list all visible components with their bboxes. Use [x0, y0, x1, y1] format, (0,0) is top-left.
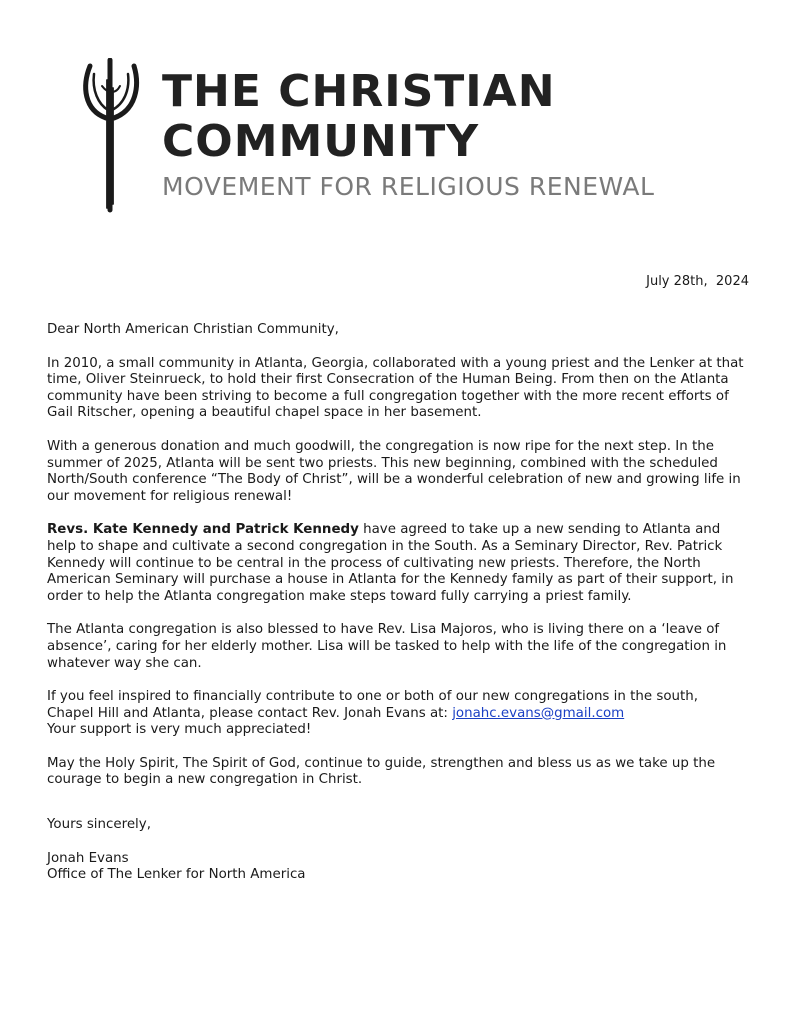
contribute-text: If you feel inspired to financially contribute to one or both of our new congregations in the south, Chapel Hill and Atlanta, please contact Rev. Jonah Evans at:: [47, 689, 699, 721]
logo-title-line1: THE CHRISTIAN: [162, 66, 556, 117]
paragraph-next-step: With a generous donation and much goodwill, the congregation is now ripe for the next step. In the summer of 2025, Atlanta will be sent two priests. This new beginning, combined with the scheduled North/South conference “The Body of Christ”, will be a wonderful celebration of new and growing life in our movement for religious renewal!: [47, 438, 741, 504]
contact-email-link[interactable]: jonahc.evans@gmail.com: [452, 705, 625, 721]
letter-date: July 28th, 2024: [646, 274, 749, 289]
paragraph-blessing: May the Holy Spirit, The Spirit of God, continue to guide, strengthen and bless us as we take up the courage to begin a new congregation in Christ.: [47, 755, 716, 788]
letter-body: [47, 322, 747, 901]
paragraph-contribute: [47, 689, 747, 739]
paragraph-kennedy-text: have agreed to take up a new sending to Atlanta and help to shape and cultivate a second congregation in the South. As a Seminary Director, Rev. Patrick Kennedy will continue to be central in the process of cultivating new priests. Therefore, the North American Seminary will purchase a house in Atlanta for the Kennedy family as part of their support, in order to help the Atlanta congregation make steps toward fully carrying a priest family.: [47, 522, 734, 604]
signer: [47, 851, 747, 884]
priests-names: Revs. Kate Kennedy and Patrick Kennedy: [47, 522, 359, 538]
paragraph-history: In 2010, a small community in Atlanta, Georgia, collaborated with a young priest and the Lenker at that time, Oliver Steinrueck, to hold their first Consecration of the Human Being. From then on the Atlanta community have been striving to become a full congregation together with the more recent efforts of Gail Ritscher, opening a beautiful chapel space in her basement.: [47, 355, 744, 421]
signer-office: Office of The Lenker for North America: [47, 867, 306, 883]
paragraph-majoros: The Atlanta congregation is also blessed to have Rev. Lisa Majoros, who is living there on a ‘leave of absence’, caring for her elderly mother. Lisa will be tasked to help with the life of the congregation in whatever way she can.: [47, 622, 727, 671]
closing: Yours sincerely,: [47, 817, 151, 833]
chalice-cross-logo-icon: [80, 58, 140, 214]
signature-block: [47, 817, 747, 884]
logo-tagline: MOVEMENT FOR RELIGIOUS RENEWAL: [162, 172, 655, 201]
signer-name: Jonah Evans: [47, 850, 129, 866]
salutation: Dear North American Christian Community,: [47, 322, 339, 337]
paragraph-kennedy: [47, 522, 747, 605]
organization-logo: [70, 58, 670, 218]
support-thanks: Your support is very much appreciated!: [47, 722, 312, 738]
logo-title-line2: COMMUNITY: [162, 116, 480, 167]
